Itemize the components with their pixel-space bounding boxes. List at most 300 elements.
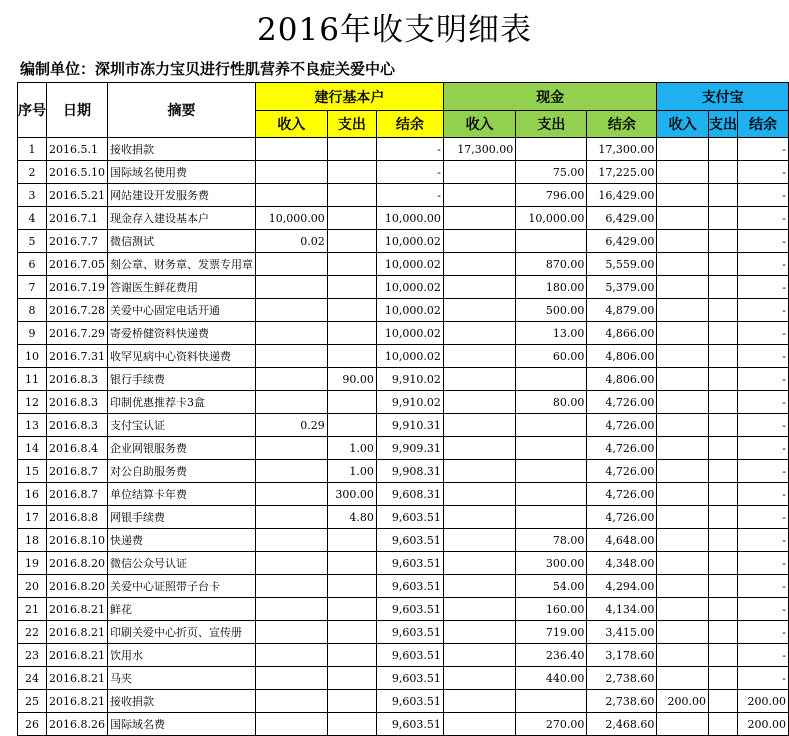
alipay-income-cell	[657, 506, 709, 529]
table-row	[18, 690, 789, 713]
cash-expense-cell: 870.00	[516, 253, 587, 276]
cash-expense-cell: 719.00	[516, 621, 587, 644]
date-cell: 2016.7.19	[47, 276, 108, 299]
cash-balance-cell: 4,134.00	[587, 598, 657, 621]
date-cell: 2016.7.7	[47, 230, 108, 253]
alipay-income-cell	[657, 460, 709, 483]
cash-expense-cell: 160.00	[516, 598, 587, 621]
header-date: 日期	[47, 83, 108, 138]
header-seq: 序号	[18, 83, 47, 138]
table-row	[18, 460, 789, 483]
organization-label: 编制单位：深圳市冻力宝贝进行性肌营养不良症关爱中心	[20, 60, 396, 78]
seq-cell: 25	[18, 690, 47, 713]
cash-expense-cell: 60.00	[516, 345, 587, 368]
alipay-expense-cell	[708, 575, 737, 598]
bank-income-cell	[255, 644, 327, 667]
alipay-expense-cell	[708, 506, 737, 529]
summary-text: 网银手续费	[109, 511, 165, 523]
date-cell: 2016.5.1	[47, 138, 108, 161]
alipay-expense-cell	[708, 138, 737, 161]
cash-balance-cell: 6,429.00	[587, 207, 657, 230]
cash-balance-cell: 17,300.00	[587, 138, 657, 161]
bank-income-cell	[255, 690, 327, 713]
bank-income-cell	[255, 253, 327, 276]
alipay-balance-cell: 200.00	[737, 690, 788, 713]
cash-expense-cell: 54.00	[516, 575, 587, 598]
summary-cell	[107, 575, 255, 598]
cash-balance-cell: 4,726.00	[587, 506, 657, 529]
summary-cell	[107, 460, 255, 483]
alipay-income-cell	[657, 437, 709, 460]
cash-expense-cell: 440.00	[516, 667, 587, 690]
bank-income-cell: 0.02	[255, 230, 327, 253]
cash-balance-cell: 4,726.00	[587, 391, 657, 414]
bank-balance-cell: 9,608.31	[376, 483, 443, 506]
summary-cell	[107, 230, 255, 253]
seq-cell: 23	[18, 644, 47, 667]
bank-expense-cell: 90.00	[327, 368, 376, 391]
bank-income-cell	[255, 667, 327, 690]
seq-cell: 6	[18, 253, 47, 276]
seq-cell: 19	[18, 552, 47, 575]
seq-cell: 1	[18, 138, 47, 161]
ledger-body	[18, 138, 789, 736]
cash-expense-cell: 80.00	[516, 391, 587, 414]
cash-balance-cell: 4,726.00	[587, 414, 657, 437]
cash-expense-cell	[516, 414, 587, 437]
alipay-expense-cell	[708, 299, 737, 322]
header-cash-expense: 支出	[516, 111, 587, 138]
cash-income-cell	[443, 161, 515, 184]
cash-income-cell	[443, 276, 515, 299]
header-cash-income: 收入	[443, 111, 515, 138]
summary-cell	[107, 345, 255, 368]
summary-text: 银行手续费	[109, 373, 165, 385]
table-row	[18, 207, 789, 230]
summary-text: 关爱中心证照带子台卡	[109, 580, 220, 592]
cash-income-cell: 17,300.00	[443, 138, 515, 161]
cash-balance-cell: 4,348.00	[587, 552, 657, 575]
cash-income-cell	[443, 230, 515, 253]
alipay-balance-cell: -	[737, 644, 788, 667]
bank-balance-cell: 9,910.02	[376, 391, 443, 414]
alipay-balance-cell: -	[737, 138, 788, 161]
alipay-balance-cell: -	[737, 529, 788, 552]
alipay-balance-cell: -	[737, 483, 788, 506]
summary-cell	[107, 506, 255, 529]
alipay-balance-cell: -	[737, 437, 788, 460]
header-alipay-income: 收入	[657, 111, 709, 138]
bank-expense-cell	[327, 322, 376, 345]
bank-balance-cell: 9,603.51	[376, 644, 443, 667]
bank-balance-cell: 9,908.31	[376, 460, 443, 483]
bank-balance-cell: 9,603.51	[376, 667, 443, 690]
alipay-balance-cell: -	[737, 276, 788, 299]
cash-expense-cell: 10,000.00	[516, 207, 587, 230]
date-cell: 2016.5.21	[47, 184, 108, 207]
summary-text: 寄爱桥健资料快递费	[109, 327, 209, 339]
bank-expense-cell	[327, 529, 376, 552]
cash-income-cell	[443, 207, 515, 230]
bank-balance-cell: 9,603.51	[376, 598, 443, 621]
cash-expense-cell: 270.00	[516, 713, 587, 736]
date-cell: 2016.8.21	[47, 644, 108, 667]
alipay-expense-cell	[708, 276, 737, 299]
date-cell: 2016.8.21	[47, 598, 108, 621]
bank-expense-cell	[327, 575, 376, 598]
cash-expense-cell: 180.00	[516, 276, 587, 299]
header-group-alipay: 支付宝	[657, 83, 789, 111]
ledger-header	[18, 83, 789, 138]
summary-cell	[107, 713, 255, 736]
bank-balance-cell: 9,910.31	[376, 414, 443, 437]
header-group-cash: 现金	[443, 83, 656, 111]
bank-balance-cell: 9,603.51	[376, 552, 443, 575]
date-cell: 2016.7.28	[47, 299, 108, 322]
cash-balance-cell: 4,294.00	[587, 575, 657, 598]
alipay-expense-cell	[708, 437, 737, 460]
summary-text: 接收捐款	[109, 143, 154, 155]
seq-cell: 5	[18, 230, 47, 253]
cash-expense-cell	[516, 368, 587, 391]
seq-cell: 21	[18, 598, 47, 621]
alipay-balance-cell: -	[737, 161, 788, 184]
alipay-balance-cell: -	[737, 391, 788, 414]
table-row	[18, 345, 789, 368]
cash-balance-cell: 2,738.60	[587, 690, 657, 713]
seq-cell: 14	[18, 437, 47, 460]
bank-expense-cell: 300.00	[327, 483, 376, 506]
table-row	[18, 322, 789, 345]
bank-income-cell	[255, 368, 327, 391]
bank-income-cell	[255, 138, 327, 161]
cash-expense-cell	[516, 460, 587, 483]
date-cell: 2016.7.1	[47, 207, 108, 230]
cash-balance-cell: 5,379.00	[587, 276, 657, 299]
date-cell: 2016.8.3	[47, 368, 108, 391]
bank-balance-cell: 9,603.51	[376, 621, 443, 644]
bank-income-cell	[255, 575, 327, 598]
summary-cell	[107, 437, 255, 460]
cash-income-cell	[443, 299, 515, 322]
table-row	[18, 713, 789, 736]
seq-cell: 16	[18, 483, 47, 506]
seq-cell: 22	[18, 621, 47, 644]
table-row	[18, 368, 789, 391]
ledger-table	[17, 82, 789, 736]
summary-cell	[107, 184, 255, 207]
table-row	[18, 138, 789, 161]
summary-cell	[107, 138, 255, 161]
summary-text: 鲜花	[109, 603, 132, 615]
seq-cell: 26	[18, 713, 47, 736]
summary-cell	[107, 690, 255, 713]
alipay-balance-cell: -	[737, 552, 788, 575]
bank-income-cell	[255, 483, 327, 506]
alipay-expense-cell	[708, 667, 737, 690]
bank-balance-cell: 9,909.31	[376, 437, 443, 460]
table-row	[18, 483, 789, 506]
bank-expense-cell	[327, 598, 376, 621]
summary-cell	[107, 253, 255, 276]
alipay-income-cell	[657, 207, 709, 230]
cash-expense-cell	[516, 483, 587, 506]
date-cell: 2016.7.31	[47, 345, 108, 368]
cash-balance-cell: 4,648.00	[587, 529, 657, 552]
cash-income-cell	[443, 644, 515, 667]
alipay-income-cell	[657, 138, 709, 161]
summary-text: 接收捐款	[109, 695, 154, 707]
cash-balance-cell: 4,806.00	[587, 368, 657, 391]
bank-balance-cell: 9,603.51	[376, 575, 443, 598]
alipay-income-cell	[657, 414, 709, 437]
summary-text: 答谢医生鲜花费用	[109, 281, 198, 293]
bank-balance-cell: 10,000.00	[376, 207, 443, 230]
cash-income-cell	[443, 575, 515, 598]
alipay-balance-cell: 200.00	[737, 713, 788, 736]
date-cell: 2016.7.05	[47, 253, 108, 276]
alipay-balance-cell: -	[737, 184, 788, 207]
cash-income-cell	[443, 598, 515, 621]
bank-balance-cell: 9,603.51	[376, 506, 443, 529]
alipay-expense-cell	[708, 253, 737, 276]
cash-income-cell	[443, 667, 515, 690]
alipay-balance-cell: -	[737, 322, 788, 345]
cash-expense-cell: 13.00	[516, 322, 587, 345]
alipay-expense-cell	[708, 230, 737, 253]
summary-text: 关爱中心固定电话开通	[109, 304, 220, 316]
date-cell: 2016.8.20	[47, 552, 108, 575]
bank-balance-cell: 10,000.02	[376, 276, 443, 299]
cash-balance-cell: 17,225.00	[587, 161, 657, 184]
alipay-income-cell	[657, 575, 709, 598]
cash-income-cell	[443, 506, 515, 529]
alipay-expense-cell	[708, 690, 737, 713]
summary-text: 现金存入建设基本户	[109, 212, 209, 224]
summary-cell	[107, 391, 255, 414]
summary-text: 支付宝认证	[109, 419, 165, 431]
date-cell: 2016.8.21	[47, 621, 108, 644]
table-row	[18, 506, 789, 529]
bank-income-cell: 0.29	[255, 414, 327, 437]
header-bank-expense: 支出	[327, 111, 376, 138]
bank-income-cell	[255, 460, 327, 483]
header-alipay-expense: 支出	[708, 111, 737, 138]
table-row	[18, 299, 789, 322]
bank-income-cell	[255, 552, 327, 575]
summary-text: 网站建设开发服务费	[109, 189, 209, 201]
alipay-balance-cell: -	[737, 414, 788, 437]
bank-balance-cell: 10,000.02	[376, 345, 443, 368]
alipay-income-cell: 200.00	[657, 690, 709, 713]
alipay-expense-cell	[708, 713, 737, 736]
seq-cell: 12	[18, 391, 47, 414]
seq-cell: 10	[18, 345, 47, 368]
table-row	[18, 621, 789, 644]
summary-text: 印刷关爱中心折页、宣传册	[109, 626, 242, 638]
summary-text: 国际域名使用费	[109, 166, 187, 178]
date-cell: 2016.8.8	[47, 506, 108, 529]
table-row	[18, 253, 789, 276]
bank-balance-cell: 9,603.51	[376, 713, 443, 736]
cash-expense-cell	[516, 437, 587, 460]
summary-cell	[107, 368, 255, 391]
cash-balance-cell: 4,726.00	[587, 437, 657, 460]
summary-cell	[107, 322, 255, 345]
date-cell: 2016.8.7	[47, 483, 108, 506]
table-row	[18, 276, 789, 299]
cash-expense-cell: 75.00	[516, 161, 587, 184]
seq-cell: 3	[18, 184, 47, 207]
summary-cell	[107, 414, 255, 437]
bank-income-cell	[255, 713, 327, 736]
alipay-income-cell	[657, 368, 709, 391]
cash-income-cell	[443, 552, 515, 575]
summary-cell	[107, 667, 255, 690]
cash-expense-cell	[516, 138, 587, 161]
table-row	[18, 529, 789, 552]
header-alipay-balance: 结余	[737, 111, 788, 138]
date-cell: 2016.8.20	[47, 575, 108, 598]
cash-income-cell	[443, 184, 515, 207]
alipay-income-cell	[657, 184, 709, 207]
date-cell: 2016.8.26	[47, 713, 108, 736]
cash-balance-cell: 4,726.00	[587, 483, 657, 506]
bank-income-cell	[255, 437, 327, 460]
bank-income-cell	[255, 391, 327, 414]
alipay-income-cell	[657, 161, 709, 184]
date-cell: 2016.8.7	[47, 460, 108, 483]
seq-cell: 4	[18, 207, 47, 230]
cash-income-cell	[443, 690, 515, 713]
cash-balance-cell: 4,866.00	[587, 322, 657, 345]
seq-cell: 11	[18, 368, 47, 391]
summary-cell	[107, 552, 255, 575]
bank-expense-cell	[327, 690, 376, 713]
bank-expense-cell	[327, 667, 376, 690]
summary-cell	[107, 598, 255, 621]
summary-cell	[107, 207, 255, 230]
cash-balance-cell: 4,806.00	[587, 345, 657, 368]
bank-expense-cell: 1.00	[327, 460, 376, 483]
alipay-expense-cell	[708, 322, 737, 345]
summary-cell	[107, 276, 255, 299]
bank-income-cell	[255, 621, 327, 644]
cash-income-cell	[443, 460, 515, 483]
alipay-income-cell	[657, 713, 709, 736]
table-row	[18, 552, 789, 575]
alipay-expense-cell	[708, 184, 737, 207]
header-group-bank: 建行基本户	[255, 83, 443, 111]
cash-income-cell	[443, 437, 515, 460]
cash-expense-cell: 300.00	[516, 552, 587, 575]
table-row	[18, 644, 789, 667]
alipay-income-cell	[657, 299, 709, 322]
alipay-balance-cell: -	[737, 621, 788, 644]
date-cell: 2016.8.3	[47, 391, 108, 414]
seq-cell: 9	[18, 322, 47, 345]
table-row	[18, 230, 789, 253]
cash-balance-cell: 2,468.60	[587, 713, 657, 736]
cash-balance-cell: 3,178.60	[587, 644, 657, 667]
alipay-expense-cell	[708, 598, 737, 621]
cash-balance-cell: 3,415.00	[587, 621, 657, 644]
summary-text: 微信测试	[109, 235, 154, 247]
seq-cell: 17	[18, 506, 47, 529]
table-row	[18, 414, 789, 437]
summary-text: 马夹	[109, 672, 132, 684]
bank-income-cell	[255, 345, 327, 368]
alipay-balance-cell: -	[737, 207, 788, 230]
bank-expense-cell	[327, 391, 376, 414]
bank-expense-cell	[327, 276, 376, 299]
seq-cell: 18	[18, 529, 47, 552]
date-cell: 2016.7.29	[47, 322, 108, 345]
alipay-income-cell	[657, 621, 709, 644]
alipay-income-cell	[657, 598, 709, 621]
alipay-income-cell	[657, 276, 709, 299]
cash-balance-cell: 5,559.00	[587, 253, 657, 276]
alipay-income-cell	[657, 391, 709, 414]
summary-text: 饮用水	[109, 649, 143, 661]
date-cell: 2016.8.3	[47, 414, 108, 437]
table-row	[18, 391, 789, 414]
alipay-balance-cell: -	[737, 460, 788, 483]
alipay-balance-cell: -	[737, 506, 788, 529]
table-row	[18, 437, 789, 460]
alipay-balance-cell: -	[737, 598, 788, 621]
bank-expense-cell	[327, 299, 376, 322]
alipay-income-cell	[657, 552, 709, 575]
summary-cell	[107, 621, 255, 644]
bank-balance-cell: 9,603.51	[376, 529, 443, 552]
seq-cell: 13	[18, 414, 47, 437]
alipay-expense-cell	[708, 368, 737, 391]
bank-income-cell: 10,000.00	[255, 207, 327, 230]
bank-expense-cell	[327, 552, 376, 575]
seq-cell: 8	[18, 299, 47, 322]
cash-income-cell	[443, 391, 515, 414]
cash-expense-cell: 78.00	[516, 529, 587, 552]
bank-balance-cell: 9,910.02	[376, 368, 443, 391]
bank-balance-cell: 10,000.02	[376, 299, 443, 322]
seq-cell: 7	[18, 276, 47, 299]
cash-expense-cell	[516, 506, 587, 529]
bank-balance-cell: 10,000.02	[376, 253, 443, 276]
alipay-expense-cell	[708, 414, 737, 437]
summary-cell	[107, 529, 255, 552]
page-title: 2016年收支明细表	[257, 12, 532, 48]
table-row	[18, 598, 789, 621]
table-row	[18, 161, 789, 184]
bank-expense-cell	[327, 621, 376, 644]
cash-expense-cell: 796.00	[516, 184, 587, 207]
seq-cell: 15	[18, 460, 47, 483]
summary-text: 国际域名费	[109, 718, 165, 730]
alipay-expense-cell	[708, 391, 737, 414]
bank-balance-cell: -	[376, 138, 443, 161]
summary-text: 印制优惠推荐卡3盒	[109, 396, 205, 408]
bank-expense-cell	[327, 345, 376, 368]
alipay-income-cell	[657, 483, 709, 506]
cash-balance-cell: 4,879.00	[587, 299, 657, 322]
cash-income-cell	[443, 345, 515, 368]
summary-cell	[107, 483, 255, 506]
summary-cell	[107, 161, 255, 184]
bank-balance-cell: 10,000.02	[376, 230, 443, 253]
alipay-income-cell	[657, 253, 709, 276]
alipay-balance-cell: -	[737, 230, 788, 253]
